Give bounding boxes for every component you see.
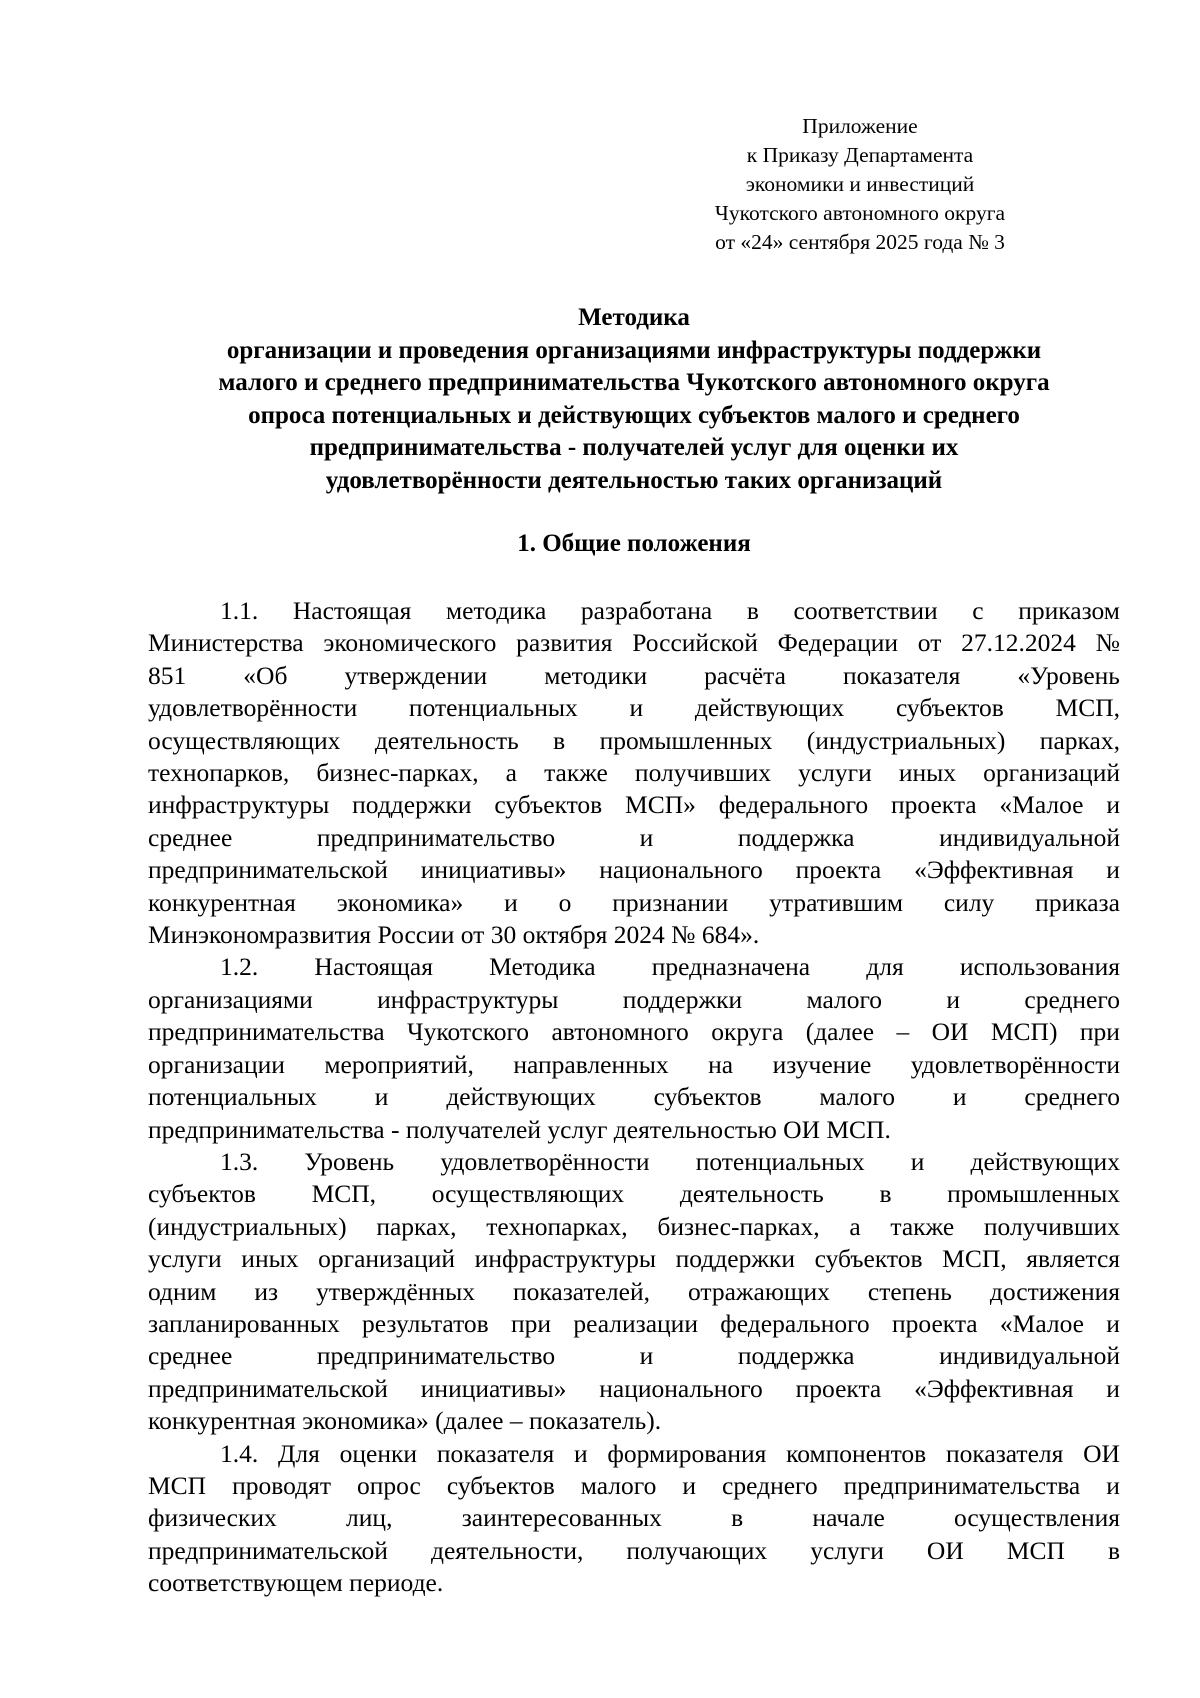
paragraph-line (148, 757, 1120, 789)
paragraph-line (148, 1276, 1120, 1308)
word: среднего (1024, 984, 1120, 1014)
paragraph-line (148, 1405, 1120, 1437)
word: услуги (810, 1535, 884, 1565)
word: при (511, 1308, 552, 1338)
word: изучение (772, 1049, 872, 1079)
word: потенциальных (148, 1082, 317, 1112)
paragraph-line (148, 627, 1120, 659)
word: среднего (722, 1470, 818, 1500)
paragraph-line (148, 1308, 1120, 1340)
paragraph-line (148, 1373, 1120, 1405)
title-line: малого и среднего предпринимательства Чукотского автономного округа (218, 369, 1050, 396)
appendix-line: от «24» сентября 2025 года № 3 (715, 230, 1005, 254)
word: инициативы» (420, 855, 567, 885)
paragraph (148, 1146, 1120, 1438)
word: бизнес-парках, (657, 1211, 820, 1241)
word: и (682, 1470, 697, 1500)
word: развития (516, 628, 613, 658)
paragraph-line (148, 725, 1120, 757)
word: формирования (607, 1438, 767, 1468)
word: степень (867, 1276, 952, 1306)
word: заинтересованных (461, 1503, 662, 1533)
word: предназначена (651, 952, 811, 982)
word: МСП, (311, 1179, 377, 1209)
word: показателя (842, 660, 961, 690)
word: и (1106, 1308, 1120, 1338)
word: поддержки (352, 790, 472, 820)
word: физических (148, 1503, 277, 1533)
word: автономного (551, 1017, 689, 1047)
word: среднее (148, 822, 233, 852)
word: услуги (798, 758, 872, 788)
word: мероприятий, (324, 1049, 474, 1079)
word: деятельность (374, 725, 519, 755)
word: технопарках, (486, 1211, 628, 1241)
paragraph-line (148, 1211, 1120, 1243)
word: малого (580, 1470, 657, 1500)
word: при (1079, 1017, 1120, 1047)
word: Настоящая (292, 596, 412, 625)
word: показателя (436, 1438, 555, 1468)
word: и (910, 1146, 925, 1176)
paragraph-line (148, 1049, 1120, 1081)
word: соответствующем периоде. (148, 1568, 444, 1598)
word: (далее (805, 1017, 875, 1047)
word: бизнес-парках, (316, 758, 479, 788)
word: реализации (573, 1308, 698, 1338)
word: (индустриальных) (148, 1211, 347, 1241)
word: организации (148, 1049, 285, 1079)
word: парках, (1039, 725, 1120, 755)
section-heading: 1. Общие положения (517, 530, 751, 557)
paragraph-line (148, 1535, 1120, 1567)
paragraph-line (148, 789, 1120, 821)
word: Минэкономразвития России от 30 октября 2024 № 684». (148, 920, 760, 950)
word: оценки (339, 1438, 418, 1468)
paragraph-line (148, 1470, 1120, 1502)
title-line: организации и проведения организациями инфраструктуры поддержки (226, 336, 1042, 364)
word: приказом (1018, 596, 1120, 625)
word: лиц, (346, 1503, 393, 1533)
word: в (1107, 1535, 1120, 1565)
word: Настоящая (314, 952, 433, 982)
word: малого (806, 984, 883, 1014)
word: силу (943, 887, 995, 917)
word: «Об (243, 660, 288, 690)
word: и (1106, 855, 1120, 885)
word: получающих (626, 1535, 768, 1565)
word: в (879, 1179, 892, 1209)
word: действующих (446, 1082, 596, 1112)
word: и (639, 822, 654, 852)
appendix-line: к Приказу Департамента (746, 143, 974, 167)
word: МСП» (625, 790, 696, 820)
word: национального (599, 855, 763, 885)
word: и (629, 693, 644, 723)
word: использования (959, 952, 1120, 982)
paragraph-line (148, 854, 1120, 886)
word: предпринимательства (148, 1017, 385, 1047)
word: предпринимательской (148, 1535, 388, 1565)
paragraph-line (148, 1502, 1120, 1534)
word: получивших (983, 1211, 1120, 1241)
word: 1.2. (220, 952, 259, 982)
paragraph-line (148, 1567, 1120, 1599)
word: одним (148, 1276, 217, 1306)
word: признании (612, 887, 729, 917)
word: «Эффективная (914, 1373, 1074, 1403)
word: удовлетворённости (440, 1146, 650, 1176)
word: начале (812, 1503, 885, 1533)
word: о (558, 887, 572, 917)
word: 27.12.2024 (961, 628, 1076, 658)
word: предпринимательской (148, 1373, 388, 1403)
word: Уровень (304, 1146, 395, 1176)
appendix-line: Чукотского автономного округа (714, 201, 1006, 225)
word: деятельность (679, 1179, 824, 1209)
word: на (708, 1049, 734, 1079)
word: иных (898, 758, 957, 788)
word: проекта (890, 790, 977, 820)
word: промышленных (947, 1179, 1120, 1209)
paragraph-line (148, 1243, 1120, 1275)
word: 1.1. (220, 596, 259, 625)
word: (индустриальных) (806, 725, 1006, 755)
word: методики (544, 660, 648, 690)
word: также (890, 1211, 955, 1241)
word: и (639, 1341, 654, 1371)
word: потенциальных (408, 693, 578, 723)
word: предпринимательство (316, 1341, 556, 1371)
paragraph-line (148, 919, 1120, 951)
word: приказа (1035, 887, 1120, 917)
word: поддержки (675, 1244, 795, 1274)
word: технопарков, (148, 758, 290, 788)
word: предпринимательской (148, 855, 388, 885)
appendix-line: экономики и инвестиций (745, 172, 975, 196)
word: осуществляющих (148, 725, 341, 755)
word: получивших (634, 758, 772, 788)
word: удовлетворённости (148, 693, 358, 723)
word: в (731, 1503, 744, 1533)
word: а (505, 758, 517, 788)
word: МСП, (1055, 693, 1120, 723)
word: компонентов (786, 1438, 927, 1468)
word: индивидуальной (939, 1341, 1120, 1371)
word: показателя (945, 1438, 1064, 1468)
word: МСП) (990, 1017, 1058, 1047)
paragraph-line (148, 822, 1120, 854)
paragraph-line (148, 1016, 1120, 1048)
word: и (946, 984, 961, 1014)
word: Чукотского (407, 1017, 530, 1047)
word: организаций (983, 758, 1120, 788)
word: потенциальных (695, 1146, 865, 1176)
word: ОИ (926, 1535, 964, 1565)
word: и (573, 1438, 588, 1468)
word: действующих (970, 1146, 1120, 1176)
word: соответствии (793, 596, 938, 625)
word: «Эффективная (914, 855, 1074, 885)
title-line: опроса потенциальных и действующих субъектов малого и среднего (248, 401, 1020, 429)
word: среднее (148, 1341, 233, 1371)
word: предпринимательства - получателей услуг деятельностью ОИ МСП. (148, 1114, 891, 1144)
word: предпринимательство (316, 822, 556, 852)
word: утратившим (769, 887, 903, 917)
word: федерального (718, 790, 869, 820)
paragraph-line (148, 660, 1120, 692)
word: с (972, 596, 984, 625)
paragraph-line (148, 887, 1120, 919)
word: поддержки (622, 984, 743, 1014)
word: конкурентная экономика» (далее – показатель). (148, 1406, 662, 1436)
word: опрос (357, 1470, 421, 1500)
word: ОИ (1083, 1438, 1120, 1468)
word: от (917, 628, 942, 658)
word: организациями (148, 984, 313, 1014)
word: промышленных (599, 725, 773, 755)
word: субъектов (148, 1179, 256, 1209)
word: и (952, 1082, 967, 1112)
paragraph-line (148, 1081, 1120, 1113)
word: расчёта (704, 660, 786, 690)
word: национального (599, 1373, 763, 1403)
word: организаций (318, 1244, 456, 1274)
word: и (1106, 790, 1120, 820)
word: и (1106, 1470, 1120, 1500)
word: проекта (891, 1308, 978, 1338)
word: инициативы» (420, 1373, 567, 1403)
appendix-block (680, 112, 1040, 257)
word: и (1106, 1373, 1120, 1403)
word: 1.4. (220, 1438, 259, 1468)
paragraph-line (148, 1340, 1120, 1372)
word: и (504, 887, 518, 917)
word: № (1095, 628, 1120, 658)
word: экономика» (336, 887, 464, 917)
word: – (896, 1017, 910, 1047)
word: субъектов (653, 1082, 762, 1112)
word: субъектов (895, 693, 1004, 723)
title-line: удовлетворённости деятельностью таких организаций (325, 466, 943, 494)
word: проекта (795, 1373, 882, 1403)
word: федерального (720, 1308, 870, 1338)
document-title (148, 302, 1120, 497)
word: также (544, 758, 608, 788)
word: является (1026, 1244, 1120, 1274)
word: разработана (580, 596, 713, 625)
word: деятельности, (430, 1535, 584, 1565)
word: поддержка (737, 1341, 855, 1371)
word: субъектов (494, 790, 603, 820)
word: услуги (148, 1244, 222, 1274)
word: малого (819, 1082, 895, 1112)
word: парках, (376, 1211, 457, 1241)
word: запланированных (148, 1308, 340, 1338)
word: инфраструктуры (148, 790, 330, 820)
word: Российской (632, 628, 758, 658)
word: среднего (1024, 1082, 1120, 1112)
word: направленных (513, 1049, 669, 1079)
title-line: предпринимательства - получателей услуг для оценки их (309, 434, 959, 461)
word: экономического (323, 628, 497, 658)
word: ОИ (931, 1017, 969, 1047)
word: из (254, 1276, 279, 1306)
paragraph (148, 1438, 1120, 1600)
word: МСП (1006, 1535, 1065, 1565)
word: индивидуальной (939, 822, 1120, 852)
word: утверждении (344, 660, 488, 690)
word: в (553, 725, 566, 755)
paragraph-line (148, 595, 1120, 627)
word: предпринимательства (843, 1470, 1081, 1500)
word: Федерации (777, 628, 899, 658)
paragraph-line (148, 951, 1120, 983)
word: Методика (489, 952, 596, 982)
word: и (374, 1082, 389, 1112)
paragraph-line (148, 692, 1120, 724)
word: проекта (795, 855, 882, 885)
word: в (746, 596, 759, 625)
word: 1.3. (220, 1146, 259, 1176)
word: Министерства (148, 628, 304, 658)
word: округа (711, 1017, 784, 1047)
appendix-line: Приложение (802, 114, 918, 138)
word: результатов (362, 1308, 489, 1338)
word: «Малое (999, 790, 1084, 820)
word: инфраструктуры (474, 1244, 656, 1274)
word: конкурентная (148, 887, 296, 917)
word: достижения (989, 1276, 1120, 1306)
word: «Малое (999, 1308, 1084, 1338)
word: МСП, (942, 1244, 1007, 1274)
word: удовлетворённости (910, 1049, 1120, 1079)
word: а (849, 1211, 861, 1241)
word: утверждённых (316, 1276, 476, 1306)
word: поддержка (737, 822, 855, 852)
body-text (148, 595, 1120, 1600)
word: проводят (232, 1470, 331, 1500)
paragraph-line (148, 984, 1120, 1016)
word: действующих (694, 693, 845, 723)
word: «Уровень (1017, 660, 1120, 690)
word: инфраструктуры (377, 984, 559, 1014)
word: показателей, (513, 1276, 650, 1306)
paragraph-line (148, 1438, 1120, 1470)
title-line: Методика (578, 304, 690, 331)
word: Для (278, 1438, 320, 1468)
paragraph-line (148, 1114, 1120, 1146)
word: методика (446, 596, 547, 625)
paragraph (148, 595, 1120, 951)
paragraph-line (148, 1178, 1120, 1210)
word: 851 (148, 660, 187, 690)
word: отражающих (687, 1276, 830, 1306)
word: осуществления (954, 1503, 1120, 1533)
word: иных (241, 1244, 299, 1274)
word: субъектов (814, 1244, 923, 1274)
paragraph-line (148, 1146, 1120, 1178)
word: субъектов (446, 1470, 555, 1500)
word: осуществляющих (431, 1179, 625, 1209)
word: для (866, 952, 904, 982)
word: МСП (148, 1470, 207, 1500)
paragraph (148, 951, 1120, 1145)
